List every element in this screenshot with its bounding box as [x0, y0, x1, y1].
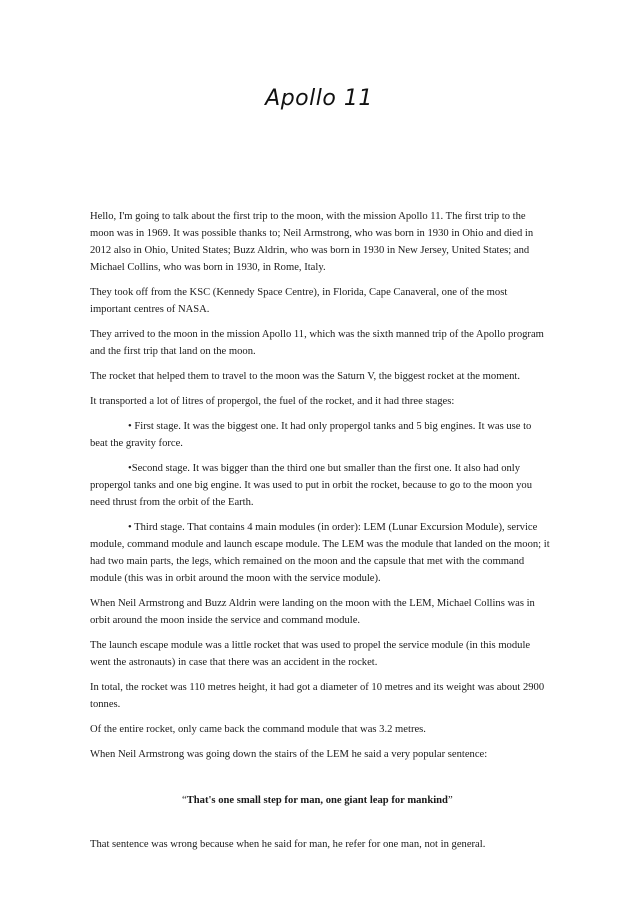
document-body — [90, 208, 550, 861]
paragraph-conclusion: That sentence was wrong because when he said for man, he refer for one man, not in general. — [90, 839, 486, 850]
paragraph-takeoff: They took off from the KSC (Kennedy Space Centre), in Florida, Cape Canaveral, one of the most important centres of NASA. — [90, 287, 508, 315]
paragraph-stairs: When Neil Armstrong was going down the stairs of the LEM he said a very popular sentence: — [90, 749, 488, 760]
paragraph-intro: Hello, I'm going to talk about the first trip to the moon, with the mission Apollo 11. The first trip to the moon was in 1969. It was possible thanks to; Neil Armstrong, who was born in 1930 in Ohio and died in 2012 also in Ohio, United States; Buzz Aldrin, who was born in 1930 in New Jersey, United States; and Michael Collins, who was born in 1930, in Rome, Italy. — [90, 211, 534, 273]
paragraph-escape-module: The launch escape module was a little rocket that was used to propel the service module (in this module went the astronauts) in case that there was an accident in the rocket. — [90, 640, 531, 668]
list-item-first-stage: • First stage. It was the biggest one. It had only propergol tanks and 5 big engines. It was use to beat the gravity force. — [90, 421, 532, 449]
list-item-second-stage: •Second stage. It was bigger than the third one but smaller than the first one. It also had only propergol tanks and one big engine. It was used to put in orbit the rocket, because to go to the moon you need thrust from the orbit of the Earth. — [90, 463, 532, 508]
list-item-third-stage: • Third stage. That contains 4 main modules (in order): LEM (Lunar Excursion Module), service module, command module and launch escape module. The LEM was the module that landed on the moon; it had two main parts, the legs, which remained on the moon and the capsule that met with the command module (this was in orbit around the moon with the service module). — [90, 522, 550, 584]
paragraph-rocket: The rocket that helped them to travel to the moon was the Saturn V, the biggest rocket at the moment. — [90, 371, 521, 382]
paragraph-stages-intro: It transported a lot of litres of propergol, the fuel of the rocket, and it had three stages: — [90, 396, 455, 407]
quote-open-mark: “ — [182, 795, 187, 806]
paragraph-landing: When Neil Armstrong and Buzz Aldrin were landing on the moon with the LEM, Michael Collins was in orbit around the moon inside the service and command module. — [90, 598, 535, 626]
paragraph-dimensions: In total, the rocket was 110 metres height, it had got a diameter of 10 metres and its weight was about 2900 tonnes. — [90, 682, 545, 710]
quote-text: That's one small step for man, one giant leap for mankind — [186, 795, 448, 806]
quote-close-mark: ” — [447, 795, 453, 806]
famous-quote — [90, 792, 550, 809]
paragraph-return: Of the entire rocket, only came back the command module that was 3.2 metres. — [90, 724, 426, 735]
paragraph-arrival: They arrived to the moon in the mission Apollo 11, which was the sixth manned trip of the Apollo program and the first trip that land on the moon. — [90, 329, 544, 357]
page-title: Apollo 11 — [265, 86, 373, 111]
